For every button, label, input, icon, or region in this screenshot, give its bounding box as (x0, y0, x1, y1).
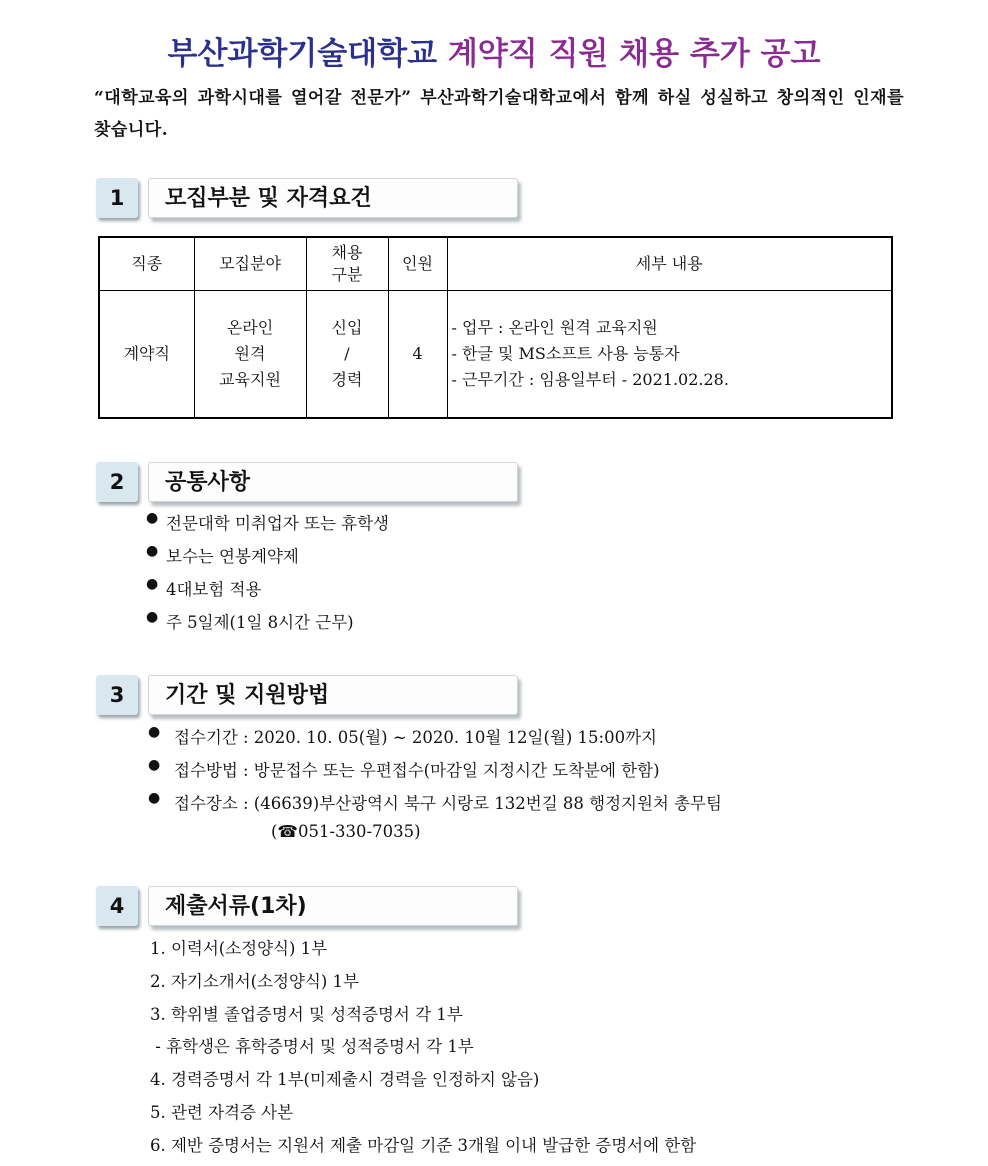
title-university: 부산과학기술대학교 (167, 36, 438, 72)
bullet-icon: ● (148, 790, 161, 806)
list-item: ● 전문대학 미취업자 또는 휴학생 (146, 510, 389, 533)
cell-field: 온라인 원격 교육지원 (194, 291, 306, 419)
header-job-type: 직종 (99, 237, 194, 291)
cell-count: 4 (388, 291, 447, 419)
table-header-row (99, 237, 892, 291)
section-title: 기간 및 지원방법 (148, 675, 518, 715)
list-item: ● 4대보험 적용 (146, 576, 262, 599)
section-title: 모집부분 및 자격요건 (148, 178, 518, 218)
list-item: ● 보수는 연봉계약제 (146, 543, 299, 566)
section-3-header (96, 675, 526, 719)
header-hire-type: 채용 구분 (306, 237, 388, 291)
section-number: 4 (96, 886, 138, 926)
list-item: ● 접수장소 : (46639)부산광역시 북구 시랑로 132번길 88 행정지원처 총무팀 (148, 790, 722, 813)
list-item: 6. 제반 증명서는 지원서 제출 마감일 기준 3개월 이내 발급한 증명서에 한함 (150, 1135, 697, 1155)
cell-hire-type: 신입 / 경력 (306, 291, 388, 419)
list-item: 5. 관련 자격증 사본 (150, 1102, 294, 1122)
header-field: 모집분야 (194, 237, 306, 291)
bullet-icon: ● (146, 576, 159, 592)
list-item: 4. 경력증명서 각 1부(미제출시 경력을 인정하지 않음) (150, 1070, 540, 1090)
documents-list (150, 935, 696, 1165)
section-number: 2 (96, 462, 138, 502)
title-notice: 계약직 직원 채용 추가 공고 (447, 36, 821, 72)
bullet-icon: ● (148, 757, 161, 773)
intro-text: “대학교육의 과학시대를 열어갈 전문가” 부산과학기술대학교에서 함께 하실 성실하고 창의적인 인재를 찾습니다. (94, 88, 904, 140)
section-number: 1 (96, 178, 138, 218)
list-item: ● 접수방법 : 방문접수 또는 우편접수(마감일 지정시간 도착분에 한함) (148, 757, 660, 780)
bullet-icon: ● (146, 609, 159, 625)
list-item: 3. 학위별 졸업증명서 및 성적증명서 각 1부 (150, 1004, 463, 1024)
section-4-header (96, 886, 526, 930)
table-row (99, 291, 892, 419)
apply-list (148, 724, 722, 823)
list-item: 1. 이력서(소정양식) 1부 (150, 939, 328, 958)
section-2-header (96, 462, 526, 506)
section-title: 제출서류(1차) (148, 886, 518, 926)
header-count: 인원 (388, 237, 447, 291)
list-item: - 휴학생은 휴학증명서 및 성적증명서 각 1부 (150, 1037, 474, 1057)
section-number: 3 (96, 675, 138, 715)
header-details: 세부 내용 (447, 237, 892, 291)
detail-line: - 근무기간 : 임용일부터 - 2021.02.28. (451, 370, 729, 389)
section-title: 공통사항 (148, 462, 518, 502)
contact-phone: (☎051-330-7035) (271, 822, 421, 841)
common-list (146, 510, 389, 642)
cell-job-type: 계약직 (99, 291, 194, 419)
page-title (0, 28, 988, 73)
list-item: ● 주 5일제(1일 8시간 근무) (146, 609, 354, 632)
section-1-header (96, 178, 526, 222)
detail-line: - 한글 및 MS소프트 사용 능통자 (451, 344, 680, 363)
recruitment-table (98, 236, 893, 419)
cell-details (447, 291, 892, 419)
detail-line: - 업무 : 온라인 원격 교육지원 (451, 318, 658, 337)
list-item: 2. 자기소개서(소정양식) 1부 (150, 971, 359, 991)
bullet-icon: ● (148, 724, 161, 740)
bullet-icon: ● (146, 543, 159, 559)
bullet-icon: ● (146, 510, 159, 526)
list-item: ● 접수기간 : 2020. 10. 05(월) ~ 2020. 10월 12일(월) 15:00까지 (148, 724, 657, 747)
